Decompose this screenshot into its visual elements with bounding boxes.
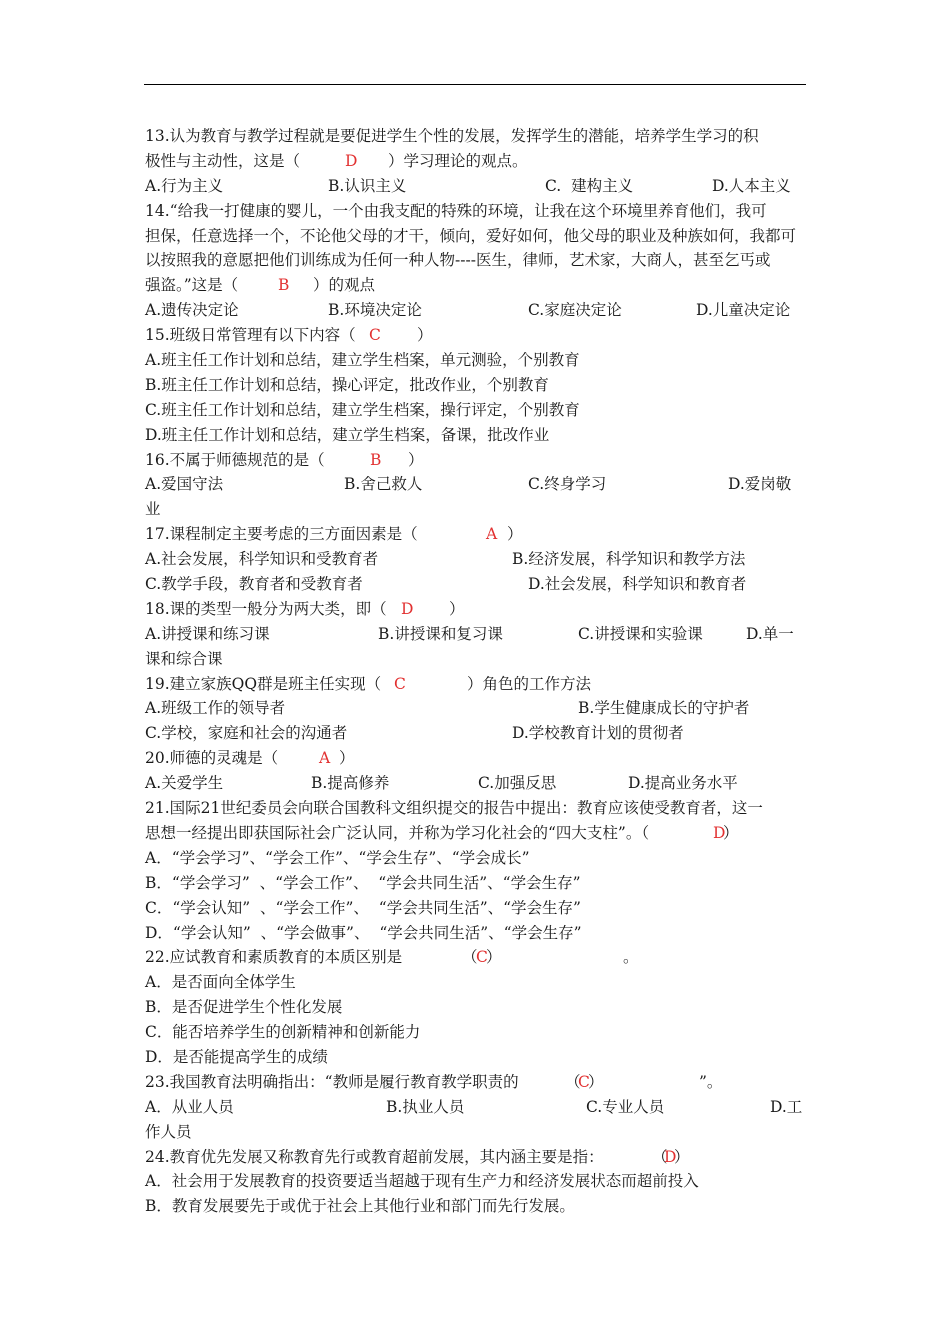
text-line xyxy=(145,572,807,597)
answer-mark: C xyxy=(394,674,406,693)
line-text: D.社会发展，科学知识和教育者 xyxy=(528,575,747,594)
line-text: D．是否能提高学生的成绩 xyxy=(145,1047,328,1066)
line-text: C.家庭决定论 xyxy=(528,301,622,320)
line-text: D.学校教育计划的贯彻者 xyxy=(512,724,684,743)
line-text: C.终身学习 xyxy=(528,475,607,494)
line-text: A.行为主义 xyxy=(145,176,224,195)
line-text: 20.师德的灵魂是（ xyxy=(145,749,279,768)
line-text: B．“学会学习” 、“学会工作”、 “学会共同生活”、“学会生存” xyxy=(145,873,581,892)
line-text: ）角色的工作方法 xyxy=(467,674,592,693)
answer-mark: A xyxy=(319,749,331,768)
line-text: B.提高修养 xyxy=(311,774,390,793)
answer-mark: C xyxy=(578,1072,590,1091)
answer-mark: C xyxy=(369,326,381,345)
answer-mark: D xyxy=(401,599,414,618)
text-line xyxy=(145,199,807,224)
line-text: C.专业人员 xyxy=(586,1097,665,1116)
answer-mark: A xyxy=(486,525,498,544)
line-text: B.学生健康成长的守护者 xyxy=(578,699,750,718)
answer-mark: D xyxy=(664,1147,677,1166)
line-text: （ xyxy=(565,1072,581,1091)
line-text: ） xyxy=(486,948,502,967)
line-text: C. 建构主义 xyxy=(545,176,634,195)
text-line xyxy=(145,224,807,249)
text-line xyxy=(145,1020,807,1045)
text-line xyxy=(145,124,807,149)
text-line xyxy=(145,746,807,771)
text-line xyxy=(145,298,807,323)
line-text: D.单一 xyxy=(746,624,794,643)
answer-mark: D xyxy=(713,823,726,842)
line-text: A.讲授课和练习课 xyxy=(145,624,270,643)
text-line xyxy=(145,472,807,497)
line-text: D.儿童决定论 xyxy=(696,301,791,320)
text-line xyxy=(145,348,807,373)
line-text: C.讲授课和实验课 xyxy=(578,624,703,643)
line-text: 22.应试教育和素质教育的本质区别是 xyxy=(145,948,403,967)
document-body xyxy=(145,124,807,1219)
text-line xyxy=(145,846,807,871)
text-line xyxy=(145,796,807,821)
line-text: 21.国际21世纪委员会向联合国教科文组织提交的报告中提出：教育应该使受教育者，这一 xyxy=(145,799,763,818)
line-text: B.班主任工作计划和总结，操心评定，批改作业，个别教育 xyxy=(145,375,549,394)
text-line xyxy=(145,273,807,298)
text-line xyxy=(145,174,807,199)
text-line xyxy=(145,896,807,921)
line-text: 13.认为教育与教学过程就是要促进学生个性的发展，发挥学生的潜能，培养学生学习的积 xyxy=(145,127,759,145)
line-text: D.爱岗敬 xyxy=(728,475,792,494)
text-line xyxy=(145,1045,807,1070)
text-line xyxy=(145,1095,807,1120)
line-text: （ xyxy=(462,948,478,967)
text-line xyxy=(145,821,807,846)
line-text: ） xyxy=(674,1147,690,1166)
line-text: （ xyxy=(652,1147,668,1166)
line-text: A．从业人员 xyxy=(145,1097,234,1116)
line-text: ） xyxy=(408,450,424,469)
line-text: A.班主任工作计划和总结，建立学生档案，单元测验，个别教育 xyxy=(145,351,580,370)
text-line xyxy=(145,497,807,522)
line-text: 课和综合课 xyxy=(145,649,223,668)
line-text: B.舍己救人 xyxy=(344,475,423,494)
line-text: 19.建立家族QQ群是班主任实现（ xyxy=(145,674,382,693)
text-line xyxy=(145,448,807,473)
text-line xyxy=(145,423,807,448)
line-text: D．“学会认知” 、“学会做事”、 “学会共同生活”、“学会生存” xyxy=(145,923,582,942)
line-text: A.爱国守法 xyxy=(145,475,224,494)
text-line xyxy=(145,323,807,348)
text-line xyxy=(145,1120,807,1145)
line-text: ）学习理论的观点。 xyxy=(388,151,528,170)
line-text: B.讲授课和复习课 xyxy=(378,624,503,643)
line-text: B.经济发展，科学知识和教学方法 xyxy=(512,550,746,569)
text-line xyxy=(145,647,807,672)
line-text: D.人本主义 xyxy=(712,176,791,195)
text-line xyxy=(145,1070,807,1095)
line-text: C.加强反思 xyxy=(478,774,557,793)
text-line xyxy=(145,248,807,273)
line-text: ） xyxy=(507,525,523,544)
text-line xyxy=(145,696,807,721)
line-text: D.班主任工作计划和总结，建立学生档案，备课，批改作业 xyxy=(145,425,550,444)
line-text: 作人员 xyxy=(145,1122,192,1141)
text-line xyxy=(145,1169,807,1194)
line-text: C．“学会认知” 、“学会工作”、 “学会共同生活”、“学会生存” xyxy=(145,898,581,917)
line-text: A.遗传决定论 xyxy=(145,301,239,320)
answer-mark: B xyxy=(278,276,290,295)
line-text: C．能否培养学生的创新精神和创新能力 xyxy=(145,1023,421,1042)
line-text: 16.不属于师德规范的是（ xyxy=(145,450,325,469)
line-text: 17.课程制定主要考虑的三方面因素是（ xyxy=(145,525,418,544)
line-text: 思想一经提出即获国际社会广泛认同，并称为学习化社会的“四大支柱”。（ xyxy=(145,823,650,842)
text-line xyxy=(145,995,807,1020)
line-text: 以按照我的意愿把他们训练成为任何一种人物----医生，律师，艺术家，大商人，甚至乞丐或 xyxy=(145,251,771,270)
text-line xyxy=(145,871,807,896)
line-text: C.班主任工作计划和总结，建立学生档案，操行评定，个别教育 xyxy=(145,400,580,419)
text-line xyxy=(145,373,807,398)
line-text: 23.我国教育法明确指出：“教师是履行教育教学职责的 xyxy=(145,1072,519,1091)
line-text: 担保，任意选择一个，不论他父母的才干，倾向，爱好如何，他父母的职业及种族如何，我都可 xyxy=(145,226,797,245)
text-line xyxy=(145,672,807,697)
text-line xyxy=(145,597,807,622)
text-line xyxy=(145,398,807,423)
line-text: B.环境决定论 xyxy=(328,301,422,320)
answer-mark: B xyxy=(370,450,382,469)
line-text: 业 xyxy=(145,500,161,519)
line-text: A.班级工作的领导者 xyxy=(145,699,286,718)
line-text: ）的观点 xyxy=(313,276,376,295)
text-line xyxy=(145,149,807,174)
line-text: ） xyxy=(417,326,433,345)
line-text: ） xyxy=(339,749,355,768)
line-text: D.提高业务水平 xyxy=(628,774,738,793)
line-text: A．是否面向全体学生 xyxy=(145,973,296,992)
line-text: B．是否促进学生个性化发展 xyxy=(145,998,343,1017)
line-text: C.学校，家庭和社会的沟通者 xyxy=(145,724,348,743)
text-line xyxy=(145,945,807,970)
text-line xyxy=(145,522,807,547)
line-text: ） xyxy=(588,1072,604,1091)
text-line xyxy=(145,622,807,647)
line-text: ） xyxy=(449,599,465,618)
line-text: D.工 xyxy=(770,1097,803,1116)
text-line xyxy=(145,721,807,746)
line-text: ） xyxy=(723,823,739,842)
text-line xyxy=(145,1194,807,1219)
text-line xyxy=(145,921,807,946)
line-text: A．社会用于发展教育的投资要适当超越于现有生产力和经济发展状态而超前投入 xyxy=(145,1172,699,1191)
line-text: 18.课的类型一般分为两大类，即（ xyxy=(145,599,387,618)
header-rule xyxy=(144,84,806,85)
text-line xyxy=(145,771,807,796)
line-text: ”。 xyxy=(699,1072,723,1091)
answer-mark: D xyxy=(345,151,358,170)
line-text: B.执业人员 xyxy=(386,1097,465,1116)
text-line xyxy=(145,970,807,995)
line-text: 24.教育优先发展又称教育先行或教育超前发展，其内涵主要是指： xyxy=(145,1147,604,1166)
line-text: 。 xyxy=(623,948,639,967)
line-text: 极性与主动性，这是（ xyxy=(145,151,301,170)
line-text: A．“学会学习”、“学会工作”、“学会生存”、“学会成长” xyxy=(145,848,530,867)
line-text: 14.“给我一打健康的婴儿，一个由我支配的特殊的环境，让我在这个环境里养育他们，我可 xyxy=(145,201,767,220)
text-line xyxy=(145,1145,807,1170)
line-text: 15.班级日常管理有以下内容（ xyxy=(145,326,356,345)
line-text: C.教学手段，教育者和受教育者 xyxy=(145,575,363,594)
answer-mark: C xyxy=(476,948,488,967)
line-text: A.关爱学生 xyxy=(145,774,224,793)
line-text: B.认识主义 xyxy=(328,176,407,195)
line-text: A.社会发展，科学知识和受教育者 xyxy=(145,550,379,569)
line-text: B．教育发展要先于或优于社会上其他行业和部门而先行发展。 xyxy=(145,1197,575,1216)
text-line xyxy=(145,547,807,572)
line-text: 强盗。”这是（ xyxy=(145,276,239,295)
